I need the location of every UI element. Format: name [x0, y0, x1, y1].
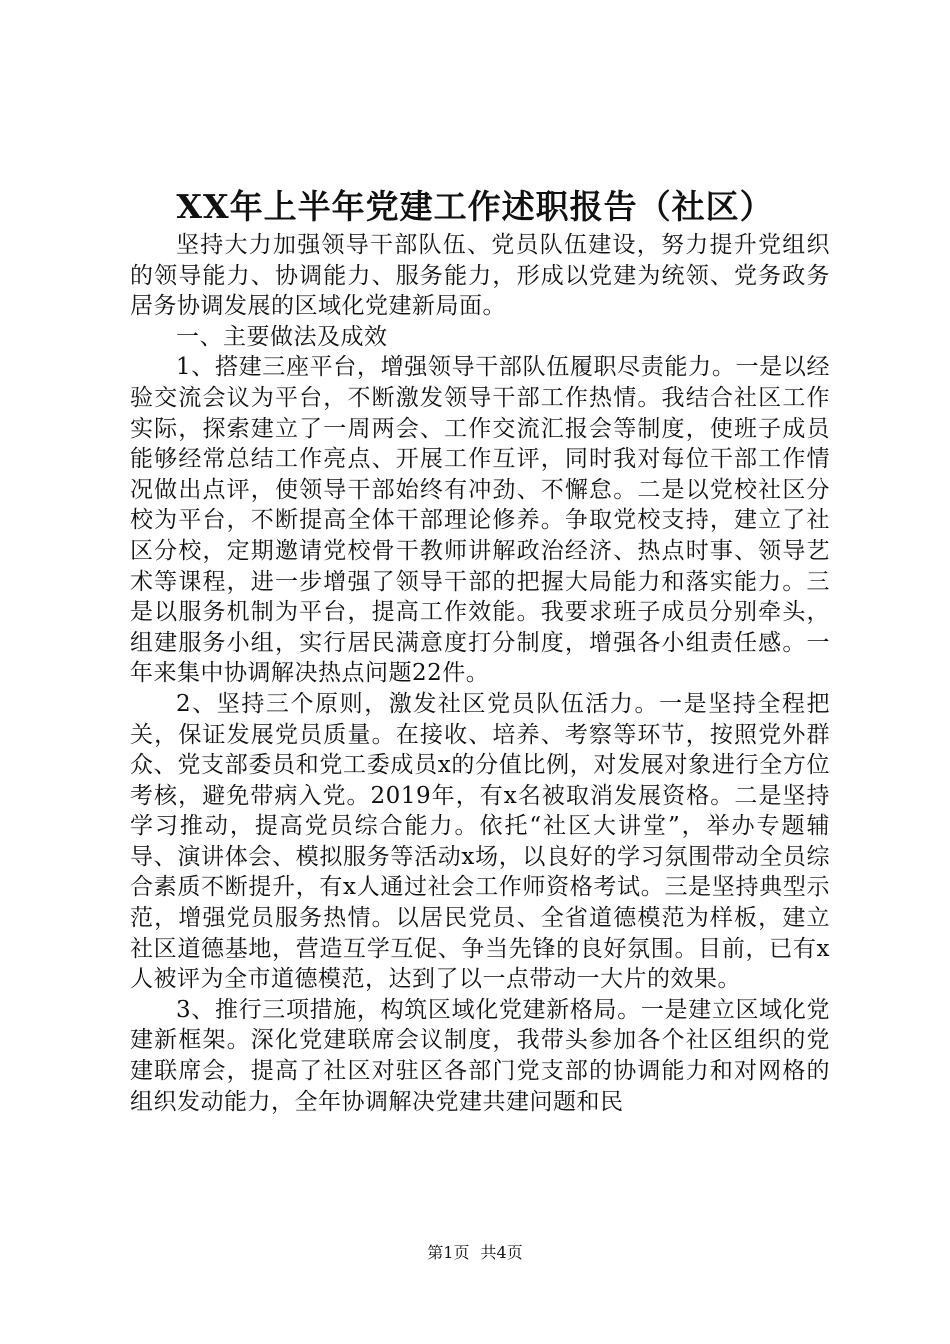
- document-title: XX年上半年党建工作述职报告（社区）: [176, 187, 774, 226]
- intro-paragraph: 坚持大力加强领导干部队伍、党员队伍建设，努力提升党组织的领导能力、协调能力、服务能力，形成以党建为统领、党务政务居务协调发展的区域化党建新局面。: [130, 232, 830, 320]
- body-paragraph: 3、推行三项措施，构筑区域化党建新格局。一是建立区域化党建新框架。深化党建联席会议制度，我带头参加各个社区组织的党建联席会，提高了社区对驻区各部门党支部的协调能力和对网格的组织发动能力，全年协调解决党建共建问题和民: [130, 996, 830, 1115]
- body-paragraph: 2、坚持三个原则，激发社区党员队伍活力。一是坚持全程把关，保证发展党员质量。在接收、培养、考察等环节，按照党外群众、党支部委员和党工委成员x的分值比例，对发展对象进行全方位考核，避免带病入党。2019年，有x名被取消发展资格。二是坚持学习推动，提高党员综合能力。依托“社区大讲堂”，举办专题辅导、演讲体会、模拟服务等活动x场，以良好的学习氛围带动全员综合素质不断提升，有x人通过社会工作师资格考试。三是坚持典型示范，增强党员服务热情。以居民党员、全省道德模范为样板，建立社区道德基地，营造互学互促、争当先锋的良好氛围。目前，已有x人被评为全市道德模范，达到了以一点带动一大片的效果。: [130, 690, 830, 993]
- document-body: [130, 230, 830, 1117]
- section-heading: 一、主要做法及成效: [176, 323, 388, 350]
- page-total: 共4页: [480, 1243, 523, 1262]
- page-number: 第1页: [427, 1243, 470, 1262]
- body-paragraph: 1、搭建三座平台，增强领导干部队伍履职尽责能力。一是以经验交流会议为平台，不断激发领导干部工作热情。我结合社区工作实际，探索建立了一周两会、工作交流汇报会等制度，使班子成员能够经常总结工作亮点、开展工作互评，同时我对每位干部工作情况做出点评，使领导干部始终有冲劲、不懈怠。二是以党校社区分校为平台，不断提高全体干部理论修养。争取党校支持，建立了社区分校，定期邀请党校骨干教师讲解政治经济、热点时事、领导艺术等课程，进一步增强了领导干部的把握大局能力和落实能力。三是以服务机制为平台，提高工作效能。我要求班子成员分别牵头，组建服务小组，实行居民满意度打分制度，增强各小组责任感。一年来集中协调解决热点问题22件。: [130, 354, 830, 687]
- page-footer: [0, 1241, 950, 1265]
